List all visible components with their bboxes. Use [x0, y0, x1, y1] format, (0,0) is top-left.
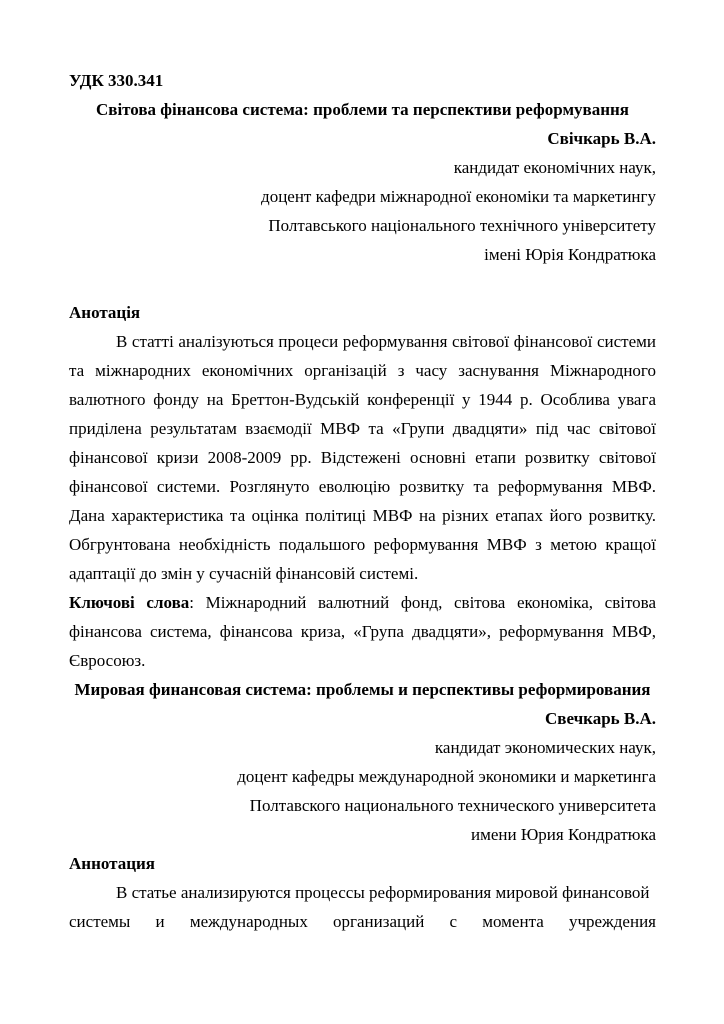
ru-title: Мировая финансовая система: проблемы и перспективы реформирования: [74, 680, 651, 699]
document-page: [69, 66, 656, 936]
ua-affiliation-degree: кандидат економічних наук,: [453, 158, 656, 177]
ru-affiliation-named: имени Юрия Кондратюка: [470, 825, 656, 844]
ua-keywords-text: : Міжнародний валютний фонд, світова економіка, світова фінансова система, фінансова криза, «Група двадцяти», реформування МВФ, Євросоюз.: [69, 593, 656, 670]
ua-affiliation-university: Полтавського національного технічного університету: [268, 216, 656, 235]
ua-abstract-text: В статті аналізуються процеси реформування світової фінансової системи та міжнародних економічних організацій з часу заснування Міжнародного валютного фонду на Бреттон-Вудській конференції у 1944 р. Особлива увага приділена результатам взаємодії МВФ та «Групи двадцяти» під час світової фінансової кризи 2008-2009 рр. Відстежені основні етапи розвитку світової фінансової системи. Розглянуто еволюцію розвитку та реформування МВФ. Дана характеристика та оцінка політиці МВФ на різних етапах його розвитку. Обгрунтована необхідність подальшого реформування МВФ з метою кращої адаптації до змін у сучасній фінансовій системі.: [69, 332, 656, 583]
ua-abstract-heading: Анотація: [69, 303, 141, 322]
ua-affiliation-named: імені Юрія Кондратюка: [484, 245, 656, 264]
spacer: [69, 269, 656, 298]
ua-author: Свічкарь В.А.: [547, 129, 656, 148]
ua-affiliation-position: доцент кафедри міжнародної економіки та маркетингу: [261, 187, 656, 206]
ua-keywords: [69, 588, 656, 675]
ru-abstract-line-1: В статье анализируются процессы реформирования мировой финансовой: [116, 883, 650, 902]
ru-author: Свечкарь В.А.: [544, 709, 656, 728]
ua-keywords-label: Ключові слова: [69, 593, 190, 612]
ru-affiliation-position: доцент кафедры международной экономики и маркетинга: [237, 767, 656, 786]
ru-abstract-line-2: системы и международных организаций с момента учреждения: [69, 912, 656, 931]
ua-title: Світова фінансова система: проблеми та перспективи реформування: [95, 100, 629, 119]
udc-code: УДК 330.341: [69, 71, 164, 90]
ru-abstract-heading: Аннотация: [69, 854, 155, 873]
ru-affiliation-degree: кандидат экономических наук,: [434, 738, 656, 757]
ru-affiliation-university: Полтавского национального технического университета: [249, 796, 656, 815]
